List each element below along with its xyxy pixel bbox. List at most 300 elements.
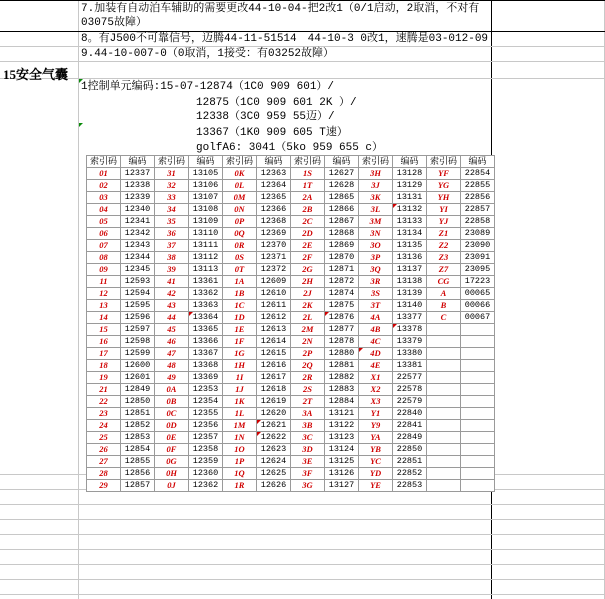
code-cell[interactable]: 13367 bbox=[189, 348, 223, 360]
index-cell[interactable]: 3Q bbox=[359, 264, 393, 276]
index-cell[interactable]: 3H bbox=[359, 168, 393, 180]
code-cell[interactable]: 12627 bbox=[325, 168, 359, 180]
index-cell[interactable]: 3S bbox=[359, 288, 393, 300]
index-cell[interactable]: 3K bbox=[359, 192, 393, 204]
index-cell[interactable]: 21 bbox=[87, 384, 121, 396]
code-cell[interactable]: 12849 bbox=[121, 384, 155, 396]
index-cell[interactable]: Y9 bbox=[359, 420, 393, 432]
code-cell[interactable]: 12337 bbox=[121, 168, 155, 180]
code-cell[interactable]: 12353 bbox=[189, 384, 223, 396]
index-cell[interactable]: 1N bbox=[223, 432, 257, 444]
code-cell[interactable] bbox=[461, 480, 495, 492]
index-cell[interactable]: 0H bbox=[155, 468, 189, 480]
code-cell[interactable]: 12856 bbox=[121, 468, 155, 480]
code-cell[interactable] bbox=[461, 396, 495, 408]
code-cell[interactable]: 12857 bbox=[121, 480, 155, 492]
index-cell[interactable]: 3T bbox=[359, 300, 393, 312]
code-cell[interactable]: 13110 bbox=[189, 228, 223, 240]
code-cell[interactable]: 12595 bbox=[121, 300, 155, 312]
code-cell[interactable]: 22840 bbox=[393, 408, 427, 420]
code-cell[interactable]: 12876 bbox=[325, 312, 359, 324]
control-code-line[interactable]: golfA6: 3041（5ko 959 655 c） bbox=[196, 142, 384, 154]
index-cell[interactable]: 2B bbox=[291, 204, 325, 216]
code-cell[interactable]: 12369 bbox=[257, 228, 291, 240]
code-cell[interactable]: 12614 bbox=[257, 336, 291, 348]
control-code-line[interactable]: 13367（1K0 909 605 T速） bbox=[196, 127, 348, 139]
index-cell[interactable]: 01 bbox=[87, 168, 121, 180]
index-cell[interactable] bbox=[427, 396, 461, 408]
code-cell[interactable]: 13121 bbox=[325, 408, 359, 420]
index-cell[interactable]: 28 bbox=[87, 468, 121, 480]
index-cell[interactable]: 2F bbox=[291, 252, 325, 264]
index-cell[interactable]: 07 bbox=[87, 240, 121, 252]
code-cell[interactable]: 23091 bbox=[461, 252, 495, 264]
note-line[interactable]: 9.44-10-007-0（0取消，1接受：有03252故障） bbox=[81, 48, 335, 60]
code-cell[interactable]: 12371 bbox=[257, 252, 291, 264]
index-cell[interactable]: 42 bbox=[155, 288, 189, 300]
index-cell[interactable]: 25 bbox=[87, 432, 121, 444]
index-cell[interactable]: 0M bbox=[223, 192, 257, 204]
code-cell[interactable]: 13368 bbox=[189, 360, 223, 372]
code-cell[interactable]: 12850 bbox=[121, 396, 155, 408]
code-cell[interactable]: 12344 bbox=[121, 252, 155, 264]
index-cell[interactable]: 2Q bbox=[291, 360, 325, 372]
code-cell[interactable]: 12600 bbox=[121, 360, 155, 372]
code-cell[interactable] bbox=[461, 324, 495, 336]
code-cell[interactable]: 13113 bbox=[189, 264, 223, 276]
code-cell[interactable] bbox=[461, 336, 495, 348]
index-cell[interactable]: 3C bbox=[291, 432, 325, 444]
index-cell[interactable]: 2T bbox=[291, 396, 325, 408]
code-cell[interactable]: 12617 bbox=[257, 372, 291, 384]
index-cell[interactable]: 2H bbox=[291, 276, 325, 288]
index-cell[interactable]: 1S bbox=[291, 168, 325, 180]
index-cell[interactable]: 05 bbox=[87, 216, 121, 228]
index-cell[interactable]: 2A bbox=[291, 192, 325, 204]
index-cell[interactable]: 1H bbox=[223, 360, 257, 372]
code-cell[interactable] bbox=[461, 420, 495, 432]
index-cell[interactable]: YH bbox=[427, 192, 461, 204]
index-cell[interactable]: 03 bbox=[87, 192, 121, 204]
index-cell[interactable]: Z1 bbox=[427, 228, 461, 240]
index-cell[interactable]: 0C bbox=[155, 408, 189, 420]
index-cell[interactable]: X3 bbox=[359, 396, 393, 408]
index-cell[interactable]: 2S bbox=[291, 384, 325, 396]
index-cell[interactable]: 24 bbox=[87, 420, 121, 432]
code-cell[interactable] bbox=[461, 348, 495, 360]
code-cell[interactable]: 12358 bbox=[189, 444, 223, 456]
index-cell[interactable]: 4E bbox=[359, 360, 393, 372]
index-cell[interactable]: 1C bbox=[223, 300, 257, 312]
code-cell[interactable]: 22857 bbox=[461, 204, 495, 216]
control-code-line[interactable]: 1控制单元编码:15-07-12874（1C0 909 601）/ bbox=[81, 81, 335, 93]
code-cell[interactable]: 13363 bbox=[189, 300, 223, 312]
index-cell[interactable]: 34 bbox=[155, 204, 189, 216]
index-cell[interactable]: 29 bbox=[87, 480, 121, 492]
index-cell[interactable]: 0D bbox=[155, 420, 189, 432]
code-cell[interactable]: 13128 bbox=[393, 168, 427, 180]
code-cell[interactable]: 12870 bbox=[325, 252, 359, 264]
code-cell[interactable]: 13134 bbox=[393, 228, 427, 240]
index-cell[interactable]: 2D bbox=[291, 228, 325, 240]
code-cell[interactable]: 13111 bbox=[189, 240, 223, 252]
code-cell[interactable]: 12609 bbox=[257, 276, 291, 288]
index-cell[interactable]: YF bbox=[427, 168, 461, 180]
code-cell[interactable]: 12855 bbox=[121, 456, 155, 468]
index-cell[interactable]: 09 bbox=[87, 264, 121, 276]
code-cell[interactable]: 12626 bbox=[257, 480, 291, 492]
code-cell[interactable]: 12357 bbox=[189, 432, 223, 444]
index-cell[interactable]: 2M bbox=[291, 324, 325, 336]
index-cell[interactable]: 22 bbox=[87, 396, 121, 408]
code-cell[interactable]: 12359 bbox=[189, 456, 223, 468]
code-cell[interactable]: 12623 bbox=[257, 444, 291, 456]
index-cell[interactable]: 4B bbox=[359, 324, 393, 336]
index-cell[interactable]: 02 bbox=[87, 180, 121, 192]
code-cell[interactable]: 12340 bbox=[121, 204, 155, 216]
code-cell[interactable] bbox=[461, 468, 495, 480]
code-cell[interactable]: 22850 bbox=[393, 444, 427, 456]
code-cell[interactable]: 12368 bbox=[257, 216, 291, 228]
index-cell[interactable]: 37 bbox=[155, 240, 189, 252]
code-cell[interactable]: 23095 bbox=[461, 264, 495, 276]
code-cell[interactable]: 13125 bbox=[325, 456, 359, 468]
index-cell[interactable]: 12 bbox=[87, 288, 121, 300]
code-cell[interactable]: 12610 bbox=[257, 288, 291, 300]
code-cell[interactable]: 13362 bbox=[189, 288, 223, 300]
code-cell[interactable]: 12872 bbox=[325, 276, 359, 288]
code-cell[interactable]: 12877 bbox=[325, 324, 359, 336]
code-cell[interactable]: 12341 bbox=[121, 216, 155, 228]
index-cell[interactable]: 15 bbox=[87, 324, 121, 336]
index-cell[interactable]: 44 bbox=[155, 312, 189, 324]
code-cell[interactable]: 22855 bbox=[461, 180, 495, 192]
index-cell[interactable]: YG bbox=[427, 180, 461, 192]
code-cell[interactable]: 00067 bbox=[461, 312, 495, 324]
code-cell[interactable] bbox=[461, 360, 495, 372]
code-cell[interactable]: 13361 bbox=[189, 276, 223, 288]
code-cell[interactable]: 12613 bbox=[257, 324, 291, 336]
code-cell[interactable]: 13140 bbox=[393, 300, 427, 312]
note-line[interactable]: 03075故障） bbox=[81, 17, 148, 29]
code-cell[interactable]: 12871 bbox=[325, 264, 359, 276]
code-cell[interactable]: 12596 bbox=[121, 312, 155, 324]
index-cell[interactable]: 0J bbox=[155, 480, 189, 492]
index-cell[interactable]: 0F bbox=[155, 444, 189, 456]
index-cell[interactable] bbox=[427, 324, 461, 336]
index-cell[interactable]: 49 bbox=[155, 372, 189, 384]
code-cell[interactable]: 12875 bbox=[325, 300, 359, 312]
code-cell[interactable]: 13378 bbox=[393, 324, 427, 336]
index-cell[interactable]: Z3 bbox=[427, 252, 461, 264]
code-cell[interactable]: 12853 bbox=[121, 432, 155, 444]
index-cell[interactable]: Z7 bbox=[427, 264, 461, 276]
index-cell[interactable]: 48 bbox=[155, 360, 189, 372]
index-cell[interactable]: 08 bbox=[87, 252, 121, 264]
index-cell[interactable]: 45 bbox=[155, 324, 189, 336]
index-cell[interactable]: 0E bbox=[155, 432, 189, 444]
code-cell[interactable]: 12372 bbox=[257, 264, 291, 276]
index-cell[interactable]: 1D bbox=[223, 312, 257, 324]
code-cell[interactable]: 13106 bbox=[189, 180, 223, 192]
index-cell[interactable] bbox=[427, 348, 461, 360]
code-cell[interactable]: 13122 bbox=[325, 420, 359, 432]
code-cell[interactable]: 12356 bbox=[189, 420, 223, 432]
index-cell[interactable]: B bbox=[427, 300, 461, 312]
code-cell[interactable]: 12616 bbox=[257, 360, 291, 372]
index-cell[interactable]: 35 bbox=[155, 216, 189, 228]
control-code-line[interactable]: 12875（1C0 909 601 2K ）/ bbox=[196, 97, 357, 109]
index-cell[interactable] bbox=[427, 372, 461, 384]
index-cell[interactable]: 2L bbox=[291, 312, 325, 324]
code-cell[interactable] bbox=[461, 384, 495, 396]
code-cell[interactable]: 13379 bbox=[393, 336, 427, 348]
index-cell[interactable]: A bbox=[427, 288, 461, 300]
code-cell[interactable]: 12622 bbox=[257, 432, 291, 444]
index-cell[interactable]: 04 bbox=[87, 204, 121, 216]
index-cell[interactable]: 13 bbox=[87, 300, 121, 312]
index-cell[interactable]: 1R bbox=[223, 480, 257, 492]
code-cell[interactable] bbox=[461, 444, 495, 456]
index-cell[interactable]: Y1 bbox=[359, 408, 393, 420]
index-cell[interactable]: 11 bbox=[87, 276, 121, 288]
code-cell[interactable]: 22858 bbox=[461, 216, 495, 228]
index-cell[interactable]: 0A bbox=[155, 384, 189, 396]
code-cell[interactable]: 22841 bbox=[393, 420, 427, 432]
code-cell[interactable]: 13127 bbox=[325, 480, 359, 492]
code-cell[interactable]: 23090 bbox=[461, 240, 495, 252]
code-cell[interactable]: 12852 bbox=[121, 420, 155, 432]
section-title[interactable]: 15安全气囊 bbox=[3, 67, 69, 82]
code-cell[interactable]: 13135 bbox=[393, 240, 427, 252]
code-cell[interactable]: 13132 bbox=[393, 204, 427, 216]
code-cell[interactable]: 13366 bbox=[189, 336, 223, 348]
index-cell[interactable]: 31 bbox=[155, 168, 189, 180]
code-cell[interactable]: 22577 bbox=[393, 372, 427, 384]
code-cell[interactable] bbox=[461, 432, 495, 444]
code-cell[interactable]: 12355 bbox=[189, 408, 223, 420]
index-cell[interactable] bbox=[427, 444, 461, 456]
code-cell[interactable]: 12854 bbox=[121, 444, 155, 456]
code-cell[interactable]: 12598 bbox=[121, 336, 155, 348]
index-cell[interactable]: 2N bbox=[291, 336, 325, 348]
index-cell[interactable]: 2G bbox=[291, 264, 325, 276]
code-cell[interactable]: 12869 bbox=[325, 240, 359, 252]
code-cell[interactable]: 23089 bbox=[461, 228, 495, 240]
index-cell[interactable]: 0B bbox=[155, 396, 189, 408]
index-cell[interactable]: 4D bbox=[359, 348, 393, 360]
index-cell[interactable]: 1B bbox=[223, 288, 257, 300]
code-cell[interactable]: 13380 bbox=[393, 348, 427, 360]
code-cell[interactable]: 12867 bbox=[325, 216, 359, 228]
code-cell[interactable]: 12868 bbox=[325, 228, 359, 240]
code-cell[interactable]: 12365 bbox=[257, 192, 291, 204]
index-cell[interactable]: 0R bbox=[223, 240, 257, 252]
code-cell[interactable]: 12615 bbox=[257, 348, 291, 360]
index-cell[interactable]: 1P bbox=[223, 456, 257, 468]
code-cell[interactable]: 12594 bbox=[121, 288, 155, 300]
index-cell[interactable]: YC bbox=[359, 456, 393, 468]
index-cell[interactable]: 33 bbox=[155, 192, 189, 204]
index-cell[interactable]: 39 bbox=[155, 264, 189, 276]
index-cell[interactable]: 38 bbox=[155, 252, 189, 264]
note-line[interactable]: 8。有J500不可靠信号，迈腾44-11-51514 44-10-3 0改1，速腾是03-012-09 bbox=[81, 33, 489, 45]
index-cell[interactable] bbox=[427, 336, 461, 348]
code-cell[interactable]: 12342 bbox=[121, 228, 155, 240]
index-cell[interactable] bbox=[427, 408, 461, 420]
index-cell[interactable]: 17 bbox=[87, 348, 121, 360]
code-cell[interactable]: 13126 bbox=[325, 468, 359, 480]
code-cell[interactable]: 12866 bbox=[325, 204, 359, 216]
index-cell[interactable] bbox=[427, 360, 461, 372]
code-cell[interactable]: 12345 bbox=[121, 264, 155, 276]
index-cell[interactable]: 1L bbox=[223, 408, 257, 420]
index-cell[interactable]: 41 bbox=[155, 276, 189, 288]
code-cell[interactable]: 13108 bbox=[189, 204, 223, 216]
code-cell[interactable]: 13139 bbox=[393, 288, 427, 300]
code-cell[interactable]: 22853 bbox=[393, 480, 427, 492]
code-cell[interactable]: 12625 bbox=[257, 468, 291, 480]
code-cell[interactable]: 22856 bbox=[461, 192, 495, 204]
index-cell[interactable]: 23 bbox=[87, 408, 121, 420]
index-cell[interactable]: 1F bbox=[223, 336, 257, 348]
code-cell[interactable]: 22852 bbox=[393, 468, 427, 480]
code-cell[interactable]: 12628 bbox=[325, 180, 359, 192]
index-cell[interactable]: 2C bbox=[291, 216, 325, 228]
code-cell[interactable]: 12612 bbox=[257, 312, 291, 324]
code-cell[interactable]: 12597 bbox=[121, 324, 155, 336]
code-cell[interactable]: 13381 bbox=[393, 360, 427, 372]
code-cell[interactable]: 22849 bbox=[393, 432, 427, 444]
index-cell[interactable]: YJ bbox=[427, 216, 461, 228]
code-cell[interactable]: 12884 bbox=[325, 396, 359, 408]
code-cell[interactable]: 12362 bbox=[189, 480, 223, 492]
code-cell[interactable]: 12619 bbox=[257, 396, 291, 408]
index-cell[interactable]: 3F bbox=[291, 468, 325, 480]
index-cell[interactable]: 43 bbox=[155, 300, 189, 312]
code-cell[interactable]: 12851 bbox=[121, 408, 155, 420]
index-cell[interactable]: 0Q bbox=[223, 228, 257, 240]
index-cell[interactable] bbox=[427, 420, 461, 432]
code-cell[interactable]: 00066 bbox=[461, 300, 495, 312]
code-cell[interactable]: 12874 bbox=[325, 288, 359, 300]
index-cell[interactable]: 1O bbox=[223, 444, 257, 456]
code-cell[interactable]: 12370 bbox=[257, 240, 291, 252]
index-cell[interactable]: 0N bbox=[223, 204, 257, 216]
code-cell[interactable]: 12882 bbox=[325, 372, 359, 384]
index-cell[interactable]: 4C bbox=[359, 336, 393, 348]
index-cell[interactable]: 1G bbox=[223, 348, 257, 360]
code-cell[interactable]: 12865 bbox=[325, 192, 359, 204]
index-cell[interactable]: 26 bbox=[87, 444, 121, 456]
index-cell[interactable]: 1J bbox=[223, 384, 257, 396]
control-code-line[interactable]: 12338（3C0 959 55迈）/ bbox=[196, 111, 335, 123]
index-cell[interactable]: 3E bbox=[291, 456, 325, 468]
index-cell[interactable]: 36 bbox=[155, 228, 189, 240]
index-cell[interactable]: CG bbox=[427, 276, 461, 288]
code-cell[interactable]: 12360 bbox=[189, 468, 223, 480]
index-cell[interactable]: 1I bbox=[223, 372, 257, 384]
code-cell[interactable]: 12363 bbox=[257, 168, 291, 180]
code-cell[interactable]: 13112 bbox=[189, 252, 223, 264]
code-cell[interactable]: 13109 bbox=[189, 216, 223, 228]
code-cell[interactable]: 12880 bbox=[325, 348, 359, 360]
code-cell[interactable]: 12624 bbox=[257, 456, 291, 468]
code-cell[interactable]: 12599 bbox=[121, 348, 155, 360]
index-cell[interactable]: 1T bbox=[291, 180, 325, 192]
code-cell[interactable]: 13105 bbox=[189, 168, 223, 180]
index-cell[interactable]: 3P bbox=[359, 252, 393, 264]
index-cell[interactable]: 3G bbox=[291, 480, 325, 492]
code-cell[interactable]: 22578 bbox=[393, 384, 427, 396]
index-cell[interactable]: 46 bbox=[155, 336, 189, 348]
code-cell[interactable]: 22851 bbox=[393, 456, 427, 468]
index-cell[interactable]: 0G bbox=[155, 456, 189, 468]
index-cell[interactable] bbox=[427, 456, 461, 468]
code-cell[interactable]: 13107 bbox=[189, 192, 223, 204]
code-cell[interactable]: 13124 bbox=[325, 444, 359, 456]
code-cell[interactable]: 13364 bbox=[189, 312, 223, 324]
code-cell[interactable]: 13129 bbox=[393, 180, 427, 192]
index-cell[interactable]: YD bbox=[359, 468, 393, 480]
index-cell[interactable]: YB bbox=[359, 444, 393, 456]
index-cell[interactable] bbox=[427, 432, 461, 444]
index-cell[interactable]: 1E bbox=[223, 324, 257, 336]
index-cell[interactable]: 2R bbox=[291, 372, 325, 384]
code-cell[interactable] bbox=[461, 456, 495, 468]
index-cell[interactable]: 3D bbox=[291, 444, 325, 456]
code-cell[interactable]: 13131 bbox=[393, 192, 427, 204]
index-cell[interactable]: 4A bbox=[359, 312, 393, 324]
code-cell[interactable]: 22579 bbox=[393, 396, 427, 408]
code-cell[interactable]: 12364 bbox=[257, 180, 291, 192]
index-cell[interactable]: 3R bbox=[359, 276, 393, 288]
code-cell[interactable]: 12881 bbox=[325, 360, 359, 372]
index-cell[interactable]: X1 bbox=[359, 372, 393, 384]
code-cell[interactable]: 12878 bbox=[325, 336, 359, 348]
index-cell[interactable]: 0S bbox=[223, 252, 257, 264]
index-cell[interactable]: 0L bbox=[223, 180, 257, 192]
code-cell[interactable]: 12611 bbox=[257, 300, 291, 312]
code-cell[interactable]: 13138 bbox=[393, 276, 427, 288]
code-cell[interactable]: 22854 bbox=[461, 168, 495, 180]
code-cell[interactable]: 12621 bbox=[257, 420, 291, 432]
code-cell[interactable]: 12601 bbox=[121, 372, 155, 384]
code-cell[interactable]: 12354 bbox=[189, 396, 223, 408]
index-cell[interactable]: 14 bbox=[87, 312, 121, 324]
index-cell[interactable]: 2K bbox=[291, 300, 325, 312]
code-cell[interactable]: 12593 bbox=[121, 276, 155, 288]
index-cell[interactable]: 18 bbox=[87, 360, 121, 372]
index-cell[interactable]: 19 bbox=[87, 372, 121, 384]
code-cell[interactable]: 17223 bbox=[461, 276, 495, 288]
index-cell[interactable]: 3M bbox=[359, 216, 393, 228]
index-cell[interactable]: 47 bbox=[155, 348, 189, 360]
index-cell[interactable]: 3O bbox=[359, 240, 393, 252]
index-cell[interactable]: 3J bbox=[359, 180, 393, 192]
code-cell[interactable]: 13123 bbox=[325, 432, 359, 444]
index-cell[interactable] bbox=[427, 480, 461, 492]
index-cell[interactable]: 3A bbox=[291, 408, 325, 420]
code-cell[interactable]: 12339 bbox=[121, 192, 155, 204]
code-cell[interactable]: 13133 bbox=[393, 216, 427, 228]
index-cell[interactable]: 1K bbox=[223, 396, 257, 408]
index-cell[interactable]: 32 bbox=[155, 180, 189, 192]
index-cell[interactable]: C bbox=[427, 312, 461, 324]
index-cell[interactable]: 1Q bbox=[223, 468, 257, 480]
index-cell[interactable]: 2P bbox=[291, 348, 325, 360]
index-cell[interactable]: YI bbox=[427, 204, 461, 216]
